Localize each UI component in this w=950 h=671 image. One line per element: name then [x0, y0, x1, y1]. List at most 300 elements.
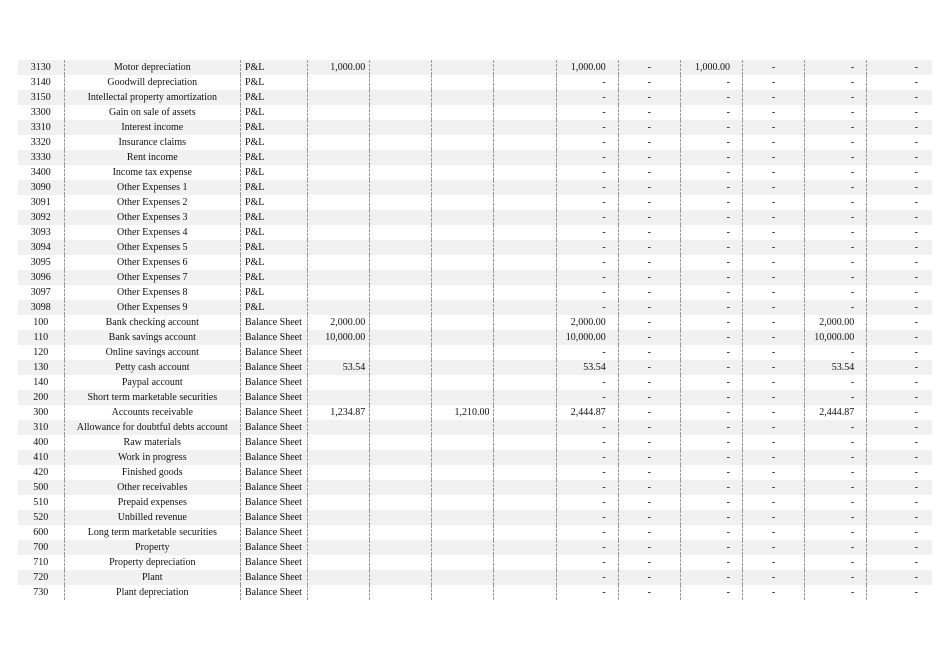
debit-adjustment-cell[interactable] [370, 135, 432, 150]
pl-credit-cell[interactable]: - [680, 135, 742, 150]
account-type-cell[interactable]: P&L [240, 255, 307, 270]
pl-debit-cell[interactable]: - [618, 270, 680, 285]
other-adjustment-cell[interactable] [494, 495, 556, 510]
opening-balance-cell[interactable] [308, 105, 370, 120]
account-number-cell[interactable]: 600 [18, 525, 64, 540]
variance-cell[interactable]: - [914, 317, 918, 328]
bs-debit-cell[interactable]: - [742, 315, 804, 330]
adjusted-balance-cell[interactable]: - [556, 135, 618, 150]
credit-adjustment-cell[interactable] [432, 270, 494, 285]
pl-debit-cell[interactable]: - [618, 390, 680, 405]
adjusted-balance-cell[interactable]: - [556, 180, 618, 195]
variance-cell[interactable]: - [867, 360, 932, 375]
opening-balance-cell[interactable] [308, 285, 370, 300]
bs-debit-cell[interactable]: - [742, 120, 804, 135]
credit-adjustment-cell[interactable] [432, 150, 494, 165]
pl-debit-cell[interactable]: - [618, 90, 680, 105]
pl-credit-cell[interactable]: - [680, 120, 742, 135]
credit-adjustment-cell[interactable] [432, 120, 494, 135]
pl-debit-cell[interactable]: - [618, 135, 680, 150]
account-type-cell[interactable]: Balance Sheet [240, 360, 307, 375]
bs-debit-cell[interactable]: - [742, 480, 804, 495]
bs-debit-cell[interactable]: - [742, 210, 804, 225]
account-type-cell[interactable]: P&L [240, 300, 307, 315]
bs-credit-cell[interactable]: - [805, 210, 867, 225]
opening-balance-cell[interactable] [308, 165, 370, 180]
variance-cell[interactable]: - [867, 510, 932, 525]
debit-adjustment-cell[interactable] [370, 450, 432, 465]
variance-cell[interactable]: - [867, 240, 932, 255]
account-type-cell[interactable]: P&L [240, 60, 307, 75]
account-type-cell[interactable]: Balance Sheet [240, 345, 307, 360]
account-type-cell[interactable]: P&L [240, 285, 307, 300]
opening-balance-cell[interactable] [308, 345, 370, 360]
account-number-cell[interactable]: 720 [18, 570, 64, 585]
pl-credit-cell[interactable]: - [680, 315, 742, 330]
credit-adjustment-cell[interactable] [432, 345, 494, 360]
variance-cell[interactable]: - [914, 107, 918, 118]
bs-debit-cell[interactable]: - [742, 255, 804, 270]
other-adjustment-cell[interactable] [494, 165, 556, 180]
variance-cell[interactable]: - [867, 420, 932, 435]
credit-adjustment-cell[interactable] [432, 330, 494, 345]
credit-adjustment-cell[interactable] [432, 390, 494, 405]
debit-adjustment-cell[interactable] [370, 285, 432, 300]
opening-balance-cell[interactable] [308, 210, 370, 225]
account-name-cell[interactable]: Plant [64, 570, 240, 585]
debit-adjustment-cell[interactable] [370, 150, 432, 165]
account-type-cell[interactable]: Balance Sheet [240, 435, 307, 450]
bs-credit-cell[interactable]: - [805, 510, 867, 525]
pl-credit-cell[interactable]: - [680, 255, 742, 270]
pl-credit-cell[interactable]: - [680, 405, 742, 420]
pl-debit-cell[interactable]: - [618, 420, 680, 435]
variance-cell[interactable]: - [914, 137, 918, 148]
other-adjustment-cell[interactable] [494, 450, 556, 465]
adjusted-balance-cell[interactable]: - [556, 375, 618, 390]
bs-credit-cell[interactable]: - [805, 570, 867, 585]
adjusted-balance-cell[interactable]: - [556, 420, 618, 435]
debit-adjustment-cell[interactable] [370, 360, 432, 375]
bs-debit-cell[interactable]: - [742, 555, 804, 570]
account-type-cell[interactable]: P&L [240, 135, 307, 150]
other-adjustment-cell[interactable] [494, 570, 556, 585]
variance-cell[interactable]: - [914, 497, 918, 508]
bs-credit-cell[interactable]: - [805, 450, 867, 465]
credit-adjustment-cell[interactable] [432, 75, 494, 90]
opening-balance-cell[interactable] [308, 195, 370, 210]
debit-adjustment-cell[interactable] [370, 105, 432, 120]
bs-credit-cell[interactable]: 53.54 [805, 360, 867, 375]
debit-adjustment-cell[interactable] [370, 555, 432, 570]
pl-debit-cell[interactable]: - [618, 315, 680, 330]
adjusted-balance-cell[interactable]: - [556, 270, 618, 285]
credit-adjustment-cell[interactable] [432, 360, 494, 375]
adjusted-balance-cell[interactable]: - [556, 240, 618, 255]
credit-adjustment-cell[interactable] [432, 435, 494, 450]
account-number-cell[interactable]: 130 [18, 360, 64, 375]
debit-adjustment-cell[interactable] [370, 510, 432, 525]
account-number-cell[interactable]: 3310 [18, 120, 64, 135]
account-number-cell[interactable]: 3095 [18, 255, 64, 270]
debit-adjustment-cell[interactable] [370, 180, 432, 195]
adjusted-balance-cell[interactable]: 53.54 [556, 360, 618, 375]
account-name-cell[interactable]: Other Expenses 2 [64, 195, 240, 210]
adjusted-balance-cell[interactable]: 1,000.00 [556, 60, 618, 75]
credit-adjustment-cell[interactable] [432, 210, 494, 225]
adjusted-balance-cell[interactable]: - [556, 75, 618, 90]
bs-debit-cell[interactable]: - [742, 405, 804, 420]
account-name-cell[interactable]: Finished goods [64, 465, 240, 480]
bs-debit-cell[interactable]: - [742, 60, 804, 75]
account-type-cell[interactable]: Balance Sheet [240, 330, 307, 345]
pl-credit-cell[interactable]: - [680, 525, 742, 540]
account-name-cell[interactable]: Other receivables [64, 480, 240, 495]
adjusted-balance-cell[interactable]: - [556, 300, 618, 315]
bs-credit-cell[interactable]: 10,000.00 [805, 330, 867, 345]
debit-adjustment-cell[interactable] [370, 255, 432, 270]
account-number-cell[interactable]: 3300 [18, 105, 64, 120]
bs-debit-cell[interactable]: - [742, 525, 804, 540]
account-type-cell[interactable]: Balance Sheet [240, 375, 307, 390]
pl-debit-cell[interactable]: - [618, 300, 680, 315]
debit-adjustment-cell[interactable] [370, 375, 432, 390]
account-type-cell[interactable]: Balance Sheet [240, 390, 307, 405]
pl-credit-cell[interactable]: - [680, 105, 742, 120]
account-name-cell[interactable]: Other Expenses 7 [64, 270, 240, 285]
bs-debit-cell[interactable]: - [742, 270, 804, 285]
debit-adjustment-cell[interactable] [370, 240, 432, 255]
pl-credit-cell[interactable]: - [680, 240, 742, 255]
account-name-cell[interactable]: Other Expenses 8 [64, 285, 240, 300]
bs-credit-cell[interactable]: - [805, 75, 867, 90]
variance-cell[interactable]: - [914, 167, 918, 178]
bs-credit-cell[interactable]: - [805, 225, 867, 240]
bs-credit-cell[interactable]: - [805, 585, 867, 600]
account-type-cell[interactable]: P&L [240, 270, 307, 285]
other-adjustment-cell[interactable] [494, 330, 556, 345]
account-name-cell[interactable]: Bank checking account [64, 315, 240, 330]
adjusted-balance-cell[interactable]: - [556, 255, 618, 270]
opening-balance-cell[interactable] [308, 525, 370, 540]
bs-credit-cell[interactable]: 2,444.87 [805, 405, 867, 420]
other-adjustment-cell[interactable] [494, 180, 556, 195]
variance-cell[interactable]: - [867, 120, 932, 135]
debit-adjustment-cell[interactable] [370, 300, 432, 315]
bs-credit-cell[interactable]: - [805, 525, 867, 540]
other-adjustment-cell[interactable] [494, 465, 556, 480]
credit-adjustment-cell[interactable] [432, 525, 494, 540]
other-adjustment-cell[interactable] [494, 540, 556, 555]
bs-debit-cell[interactable]: - [742, 465, 804, 480]
account-type-cell[interactable]: Balance Sheet [240, 540, 307, 555]
opening-balance-cell[interactable]: 2,000.00 [308, 315, 370, 330]
pl-debit-cell[interactable]: - [618, 255, 680, 270]
credit-adjustment-cell[interactable] [432, 90, 494, 105]
pl-debit-cell[interactable]: - [618, 210, 680, 225]
pl-credit-cell[interactable]: - [680, 435, 742, 450]
account-number-cell[interactable]: 3098 [18, 300, 64, 315]
bs-credit-cell[interactable]: - [805, 435, 867, 450]
pl-debit-cell[interactable]: - [618, 525, 680, 540]
account-number-cell[interactable]: 410 [18, 450, 64, 465]
opening-balance-cell[interactable] [308, 435, 370, 450]
credit-adjustment-cell[interactable] [432, 255, 494, 270]
adjusted-balance-cell[interactable]: - [556, 150, 618, 165]
credit-adjustment-cell[interactable]: 1,210.00 [432, 405, 494, 420]
credit-adjustment-cell[interactable] [432, 375, 494, 390]
account-name-cell[interactable]: Bank savings account [64, 330, 240, 345]
other-adjustment-cell[interactable] [494, 225, 556, 240]
account-name-cell[interactable]: Online savings account [64, 345, 240, 360]
account-type-cell[interactable]: P&L [240, 210, 307, 225]
adjusted-balance-cell[interactable]: - [556, 165, 618, 180]
other-adjustment-cell[interactable] [494, 300, 556, 315]
variance-cell[interactable]: - [867, 480, 932, 495]
account-type-cell[interactable]: Balance Sheet [240, 510, 307, 525]
variance-cell[interactable]: - [867, 330, 932, 345]
account-name-cell[interactable]: Insurance claims [64, 135, 240, 150]
account-type-cell[interactable]: P&L [240, 180, 307, 195]
opening-balance-cell[interactable] [308, 390, 370, 405]
pl-debit-cell[interactable]: - [618, 165, 680, 180]
account-number-cell[interactable]: 3090 [18, 180, 64, 195]
account-number-cell[interactable]: 520 [18, 510, 64, 525]
bs-debit-cell[interactable]: - [742, 105, 804, 120]
bs-credit-cell[interactable]: - [805, 240, 867, 255]
account-number-cell[interactable]: 100 [18, 315, 64, 330]
pl-credit-cell[interactable]: - [680, 540, 742, 555]
opening-balance-cell[interactable] [308, 120, 370, 135]
other-adjustment-cell[interactable] [494, 345, 556, 360]
bs-credit-cell[interactable]: - [805, 180, 867, 195]
pl-debit-cell[interactable]: - [618, 150, 680, 165]
pl-credit-cell[interactable]: - [680, 285, 742, 300]
pl-credit-cell[interactable]: - [680, 360, 742, 375]
pl-credit-cell[interactable]: - [680, 375, 742, 390]
account-name-cell[interactable]: Allowance for doubtful debts account [64, 420, 240, 435]
pl-credit-cell[interactable]: - [680, 345, 742, 360]
account-name-cell[interactable]: Petty cash account [64, 360, 240, 375]
account-type-cell[interactable]: Balance Sheet [240, 495, 307, 510]
account-name-cell[interactable]: Property depreciation [64, 555, 240, 570]
account-type-cell[interactable]: Balance Sheet [240, 420, 307, 435]
debit-adjustment-cell[interactable] [370, 495, 432, 510]
adjusted-balance-cell[interactable]: - [556, 540, 618, 555]
account-name-cell[interactable]: Interest income [64, 120, 240, 135]
account-number-cell[interactable]: 3092 [18, 210, 64, 225]
account-name-cell[interactable]: Gain on sale of assets [64, 105, 240, 120]
adjusted-balance-cell[interactable]: - [556, 345, 618, 360]
account-name-cell[interactable]: Intellectal property amortization [64, 90, 240, 105]
variance-cell[interactable]: - [867, 390, 932, 405]
variance-cell[interactable]: - [867, 270, 932, 285]
variance-cell[interactable]: - [914, 77, 918, 88]
debit-adjustment-cell[interactable] [370, 210, 432, 225]
debit-adjustment-cell[interactable] [370, 225, 432, 240]
account-number-cell[interactable]: 3400 [18, 165, 64, 180]
adjusted-balance-cell[interactable]: - [556, 120, 618, 135]
other-adjustment-cell[interactable] [494, 405, 556, 420]
credit-adjustment-cell[interactable] [432, 315, 494, 330]
adjusted-balance-cell[interactable]: - [556, 210, 618, 225]
account-type-cell[interactable]: P&L [240, 225, 307, 240]
variance-cell[interactable]: - [914, 557, 918, 568]
account-number-cell[interactable]: 3130 [18, 60, 64, 75]
adjusted-balance-cell[interactable]: 2,444.87 [556, 405, 618, 420]
bs-credit-cell[interactable]: - [805, 195, 867, 210]
account-number-cell[interactable]: 730 [18, 585, 64, 600]
pl-credit-cell[interactable]: - [680, 90, 742, 105]
adjusted-balance-cell[interactable]: - [556, 510, 618, 525]
account-type-cell[interactable]: Balance Sheet [240, 525, 307, 540]
pl-debit-cell[interactable]: - [618, 330, 680, 345]
pl-credit-cell[interactable]: 1,000.00 [680, 60, 742, 75]
adjusted-balance-cell[interactable]: - [556, 435, 618, 450]
bs-debit-cell[interactable]: - [742, 75, 804, 90]
account-name-cell[interactable]: Income tax expense [64, 165, 240, 180]
bs-credit-cell[interactable]: - [805, 90, 867, 105]
account-number-cell[interactable]: 700 [18, 540, 64, 555]
pl-credit-cell[interactable]: - [680, 270, 742, 285]
other-adjustment-cell[interactable] [494, 150, 556, 165]
pl-debit-cell[interactable]: - [618, 555, 680, 570]
bs-credit-cell[interactable]: - [805, 540, 867, 555]
pl-credit-cell[interactable]: - [680, 570, 742, 585]
other-adjustment-cell[interactable] [494, 420, 556, 435]
opening-balance-cell[interactable] [308, 255, 370, 270]
pl-credit-cell[interactable]: - [680, 165, 742, 180]
credit-adjustment-cell[interactable] [432, 540, 494, 555]
bs-credit-cell[interactable]: - [805, 105, 867, 120]
bs-credit-cell[interactable]: - [805, 135, 867, 150]
pl-debit-cell[interactable]: - [618, 585, 680, 600]
bs-debit-cell[interactable]: - [742, 165, 804, 180]
debit-adjustment-cell[interactable] [370, 465, 432, 480]
adjusted-balance-cell[interactable]: - [556, 390, 618, 405]
opening-balance-cell[interactable] [308, 270, 370, 285]
pl-credit-cell[interactable]: - [680, 390, 742, 405]
bs-credit-cell[interactable]: - [805, 285, 867, 300]
adjusted-balance-cell[interactable]: 10,000.00 [556, 330, 618, 345]
debit-adjustment-cell[interactable] [370, 390, 432, 405]
bs-debit-cell[interactable]: - [742, 510, 804, 525]
pl-debit-cell[interactable]: - [618, 570, 680, 585]
debit-adjustment-cell[interactable] [370, 75, 432, 90]
bs-debit-cell[interactable]: - [742, 435, 804, 450]
bs-credit-cell[interactable]: - [805, 420, 867, 435]
other-adjustment-cell[interactable] [494, 390, 556, 405]
other-adjustment-cell[interactable] [494, 120, 556, 135]
other-adjustment-cell[interactable] [494, 105, 556, 120]
bs-debit-cell[interactable]: - [742, 585, 804, 600]
bs-debit-cell[interactable]: - [742, 90, 804, 105]
bs-credit-cell[interactable]: - [805, 255, 867, 270]
bs-debit-cell[interactable]: - [742, 150, 804, 165]
credit-adjustment-cell[interactable] [432, 420, 494, 435]
account-name-cell[interactable]: Plant depreciation [64, 585, 240, 600]
bs-debit-cell[interactable]: - [742, 240, 804, 255]
pl-debit-cell[interactable]: - [618, 375, 680, 390]
account-name-cell[interactable]: Other Expenses 3 [64, 210, 240, 225]
account-type-cell[interactable]: P&L [240, 75, 307, 90]
account-number-cell[interactable]: 140 [18, 375, 64, 390]
bs-credit-cell[interactable]: - [805, 300, 867, 315]
other-adjustment-cell[interactable] [494, 525, 556, 540]
opening-balance-cell[interactable] [308, 90, 370, 105]
opening-balance-cell[interactable] [308, 180, 370, 195]
bs-credit-cell[interactable]: - [805, 345, 867, 360]
bs-credit-cell[interactable]: - [805, 60, 867, 75]
other-adjustment-cell[interactable] [494, 90, 556, 105]
variance-cell[interactable]: - [867, 210, 932, 225]
bs-credit-cell[interactable]: - [805, 375, 867, 390]
variance-cell[interactable]: - [867, 150, 932, 165]
account-type-cell[interactable]: Balance Sheet [240, 480, 307, 495]
other-adjustment-cell[interactable] [494, 270, 556, 285]
pl-credit-cell[interactable]: - [680, 150, 742, 165]
account-name-cell[interactable]: Other Expenses 5 [64, 240, 240, 255]
pl-debit-cell[interactable]: - [618, 105, 680, 120]
pl-debit-cell[interactable]: - [618, 510, 680, 525]
account-type-cell[interactable]: P&L [240, 195, 307, 210]
debit-adjustment-cell[interactable] [370, 585, 432, 600]
variance-cell[interactable]: - [867, 180, 932, 195]
account-number-cell[interactable]: 420 [18, 465, 64, 480]
other-adjustment-cell[interactable] [494, 555, 556, 570]
debit-adjustment-cell[interactable] [370, 480, 432, 495]
credit-adjustment-cell[interactable] [432, 105, 494, 120]
variance-cell[interactable]: - [914, 257, 918, 268]
account-name-cell[interactable]: Raw materials [64, 435, 240, 450]
account-name-cell[interactable]: Other Expenses 1 [64, 180, 240, 195]
account-name-cell[interactable]: Other Expenses 4 [64, 225, 240, 240]
bs-credit-cell[interactable]: - [805, 270, 867, 285]
pl-credit-cell[interactable]: - [680, 195, 742, 210]
pl-debit-cell[interactable]: - [618, 225, 680, 240]
pl-debit-cell[interactable]: - [618, 465, 680, 480]
account-number-cell[interactable]: 710 [18, 555, 64, 570]
debit-adjustment-cell[interactable] [370, 165, 432, 180]
account-number-cell[interactable]: 3093 [18, 225, 64, 240]
variance-cell[interactable]: - [914, 587, 918, 598]
account-name-cell[interactable]: Paypal account [64, 375, 240, 390]
variance-cell[interactable]: - [914, 377, 918, 388]
opening-balance-cell[interactable] [308, 480, 370, 495]
debit-adjustment-cell[interactable] [370, 525, 432, 540]
debit-adjustment-cell[interactable] [370, 120, 432, 135]
pl-debit-cell[interactable]: - [618, 345, 680, 360]
adjusted-balance-cell[interactable]: - [556, 90, 618, 105]
other-adjustment-cell[interactable] [494, 240, 556, 255]
adjusted-balance-cell[interactable]: - [556, 105, 618, 120]
account-number-cell[interactable]: 110 [18, 330, 64, 345]
account-type-cell[interactable]: P&L [240, 120, 307, 135]
account-type-cell[interactable]: Balance Sheet [240, 465, 307, 480]
pl-credit-cell[interactable]: - [680, 495, 742, 510]
variance-cell[interactable]: - [867, 60, 932, 75]
pl-debit-cell[interactable]: - [618, 195, 680, 210]
opening-balance-cell[interactable] [308, 465, 370, 480]
variance-cell[interactable]: - [914, 407, 918, 418]
opening-balance-cell[interactable]: 1,234.87 [308, 405, 370, 420]
pl-debit-cell[interactable]: - [618, 405, 680, 420]
account-type-cell[interactable]: Balance Sheet [240, 405, 307, 420]
credit-adjustment-cell[interactable] [432, 510, 494, 525]
credit-adjustment-cell[interactable] [432, 225, 494, 240]
pl-credit-cell[interactable]: - [680, 420, 742, 435]
account-name-cell[interactable]: Other Expenses 9 [64, 300, 240, 315]
